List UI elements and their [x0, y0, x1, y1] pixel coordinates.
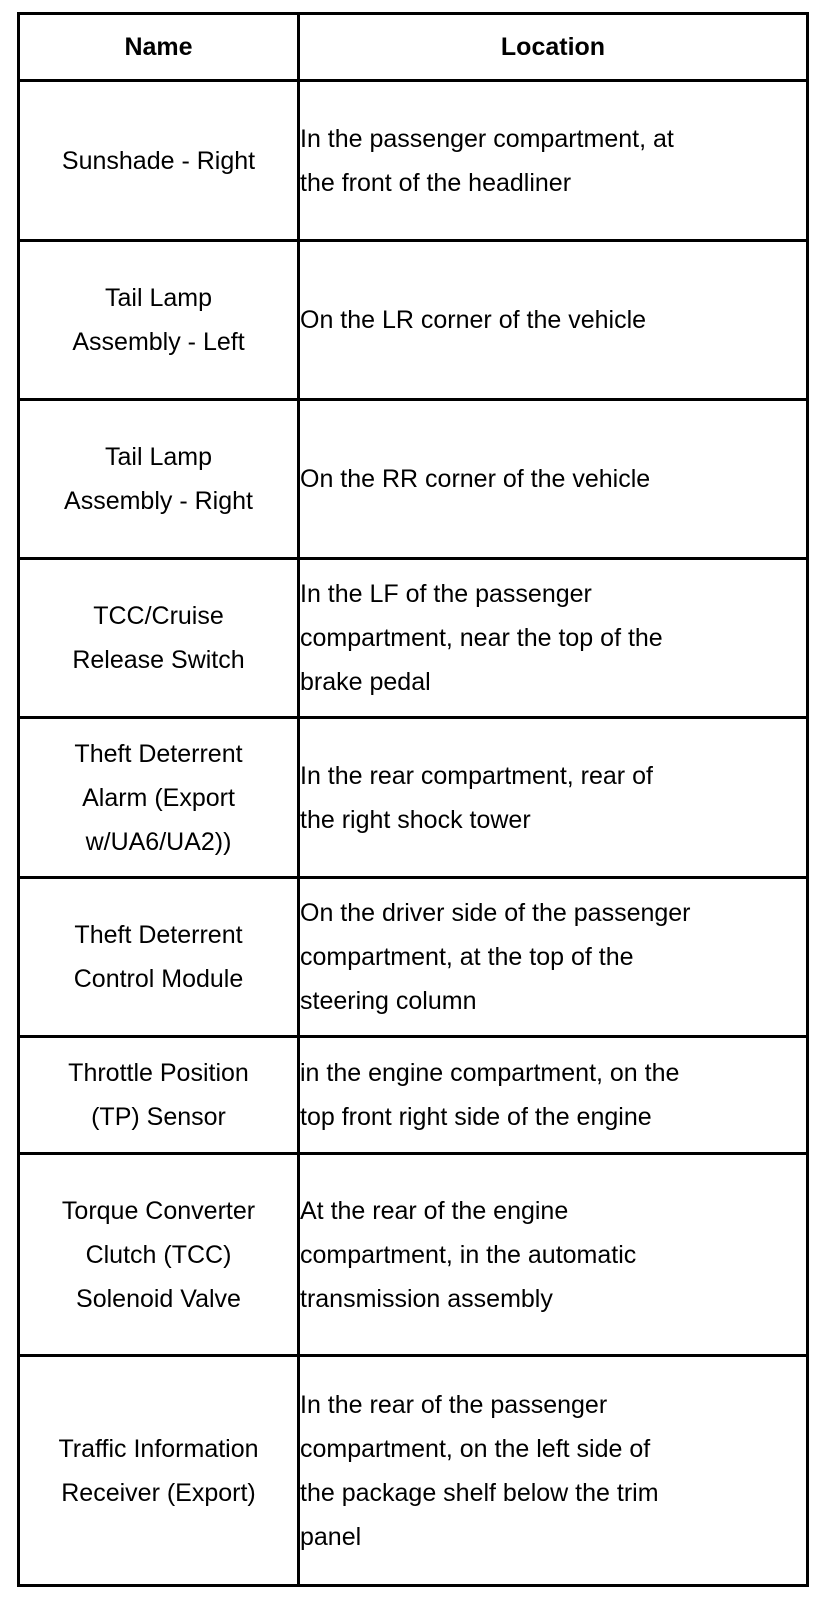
- location-line: panel: [300, 1522, 362, 1551]
- cell-location: [299, 1154, 808, 1356]
- name-line: (TP) Sensor: [91, 1103, 226, 1131]
- location-line: On the LR corner of the vehicle: [300, 306, 647, 334]
- name-line: Receiver (Export): [61, 1478, 256, 1507]
- location-line: compartment, in the automatic: [300, 1240, 637, 1269]
- cell-location: [299, 81, 808, 241]
- header-row: [19, 14, 808, 81]
- cell-name: [19, 241, 299, 400]
- location-line: At the rear of the engine: [300, 1196, 569, 1225]
- cell-location: [299, 400, 808, 559]
- table-row: [19, 241, 808, 400]
- name-line: TCC/Cruise: [93, 602, 224, 630]
- cell-location: [299, 241, 808, 400]
- cell-name: [19, 559, 299, 718]
- location-line: In the rear compartment, rear of: [300, 761, 653, 790]
- cell-location: [299, 1037, 808, 1154]
- location-line: compartment, near the top of the: [300, 624, 663, 652]
- table-row: [19, 1037, 808, 1154]
- name-line: Theft Deterrent: [74, 921, 243, 949]
- cell-location: [299, 559, 808, 718]
- name-line: Release Switch: [72, 646, 245, 674]
- name-line: Traffic Information: [58, 1434, 259, 1463]
- header-location: Location: [299, 14, 808, 81]
- cell-name: [19, 1154, 299, 1356]
- name-line: Tail Lamp: [105, 443, 212, 471]
- cell-name: [19, 1356, 299, 1586]
- location-line: compartment, at the top of the: [300, 943, 634, 971]
- location-line: the front of the headliner: [300, 168, 572, 197]
- name-line: w/UA6/UA2)): [85, 827, 232, 856]
- name-line: Clutch (TCC): [85, 1240, 232, 1269]
- name-line: Assembly - Right: [64, 487, 253, 515]
- name-line: Sunshade - Right: [61, 146, 256, 175]
- cell-name: [19, 400, 299, 559]
- cell-name: [19, 718, 299, 878]
- table-row: [19, 718, 808, 878]
- cell-name: [19, 1037, 299, 1154]
- location-line: the right shock tower: [300, 805, 531, 834]
- cell-location: [299, 1356, 808, 1586]
- location-line: the package shelf below the trim: [300, 1478, 659, 1507]
- location-line: On the RR corner of the vehicle: [300, 465, 651, 493]
- cell-location: [299, 878, 808, 1037]
- table-row: [19, 81, 808, 241]
- table-row: [19, 400, 808, 559]
- name-line: Tail Lamp: [105, 284, 212, 312]
- name-line: Throttle Position: [68, 1059, 249, 1087]
- cell-name: [19, 81, 299, 241]
- location-line: On the driver side of the passenger: [300, 899, 691, 927]
- location-line: steering column: [300, 987, 477, 1015]
- table-row: [19, 1356, 808, 1586]
- header-name: Name: [19, 14, 299, 81]
- name-line: Theft Deterrent: [74, 739, 243, 768]
- location-line: top front right side of the engine: [300, 1103, 652, 1131]
- name-line: Alarm (Export: [82, 783, 235, 812]
- location-line: in the engine compartment, on the: [300, 1059, 680, 1087]
- name-line: Solenoid Valve: [76, 1284, 241, 1313]
- table-row: [19, 878, 808, 1037]
- table-row: [19, 1154, 808, 1356]
- table-body: [19, 81, 808, 1586]
- location-line: brake pedal: [300, 668, 431, 696]
- name-line: Assembly - Left: [72, 328, 245, 356]
- location-line: compartment, on the left side of: [300, 1434, 651, 1463]
- location-line: In the rear of the passenger: [300, 1390, 608, 1419]
- table-header: [19, 14, 808, 81]
- location-line: In the LF of the passenger: [300, 580, 592, 608]
- cell-name: [19, 878, 299, 1037]
- name-line: Control Module: [73, 965, 244, 993]
- component-location-table: [17, 12, 809, 1587]
- table-row: [19, 559, 808, 718]
- cell-location: [299, 718, 808, 878]
- location-line: In the passenger compartment, at: [300, 124, 674, 153]
- location-line: transmission assembly: [300, 1284, 553, 1313]
- name-line: Torque Converter: [61, 1196, 256, 1225]
